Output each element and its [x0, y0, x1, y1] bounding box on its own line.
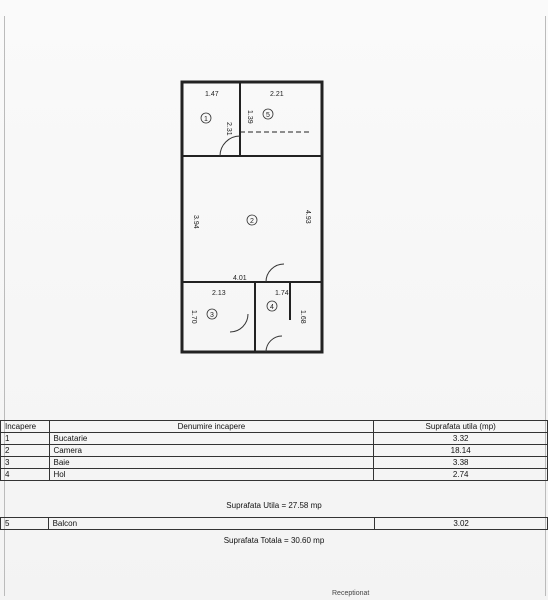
row-area: 3.38 [374, 457, 548, 469]
table-row [1, 445, 548, 457]
row-id: 4 [1, 469, 50, 481]
dim-3: 1.39 [246, 110, 253, 124]
footer-receptionat: Receptionat [332, 590, 370, 597]
room-label-3: 3 [210, 312, 214, 319]
room-label-5: 5 [266, 112, 270, 119]
row-area: 18.14 [374, 445, 548, 457]
dim-6: 4.93 [304, 210, 311, 224]
dim-5: 3.94 [192, 215, 199, 229]
floor-plan [160, 70, 340, 360]
door-bath [230, 314, 248, 332]
row-name: Baie [49, 457, 374, 469]
door-camera [266, 264, 284, 282]
row-name: Hol [49, 469, 374, 481]
balcon-area: 3.02 [375, 518, 548, 530]
table-header-row [1, 421, 548, 433]
balcon-table [0, 517, 548, 530]
header-incapere: Incapere [1, 421, 50, 433]
dim-2: 2.21 [270, 91, 284, 98]
dim-11: 1.68 [299, 310, 306, 324]
balcon-id: 5 [1, 518, 49, 530]
dim-10: 1.70 [190, 310, 197, 324]
row-id: 1 [1, 433, 50, 445]
table-row [1, 518, 548, 530]
row-name: Bucatarie [49, 433, 374, 445]
row-area: 3.32 [374, 433, 548, 445]
door-hall [266, 336, 282, 352]
table-row [1, 433, 548, 445]
rooms-table [0, 420, 548, 481]
door-kitchen [220, 136, 240, 156]
row-id: 3 [1, 457, 50, 469]
room-label-2: 2 [250, 218, 254, 225]
table-row [1, 457, 548, 469]
room-label-4: 4 [270, 304, 274, 311]
room-label-1: 1 [204, 116, 208, 123]
header-denumire: Denumire incapere [49, 421, 374, 433]
dim-7: 4.01 [233, 275, 247, 282]
table-row [1, 469, 548, 481]
row-area: 2.74 [374, 469, 548, 481]
balcon-name: Balcon [48, 518, 375, 530]
summary-utila: Suprafata Utila = 27.58 mp [226, 501, 322, 510]
row-id: 2 [1, 445, 50, 457]
header-suprafata: Suprafata utila (mp) [374, 421, 548, 433]
dim-1: 1.47 [205, 91, 219, 98]
dim-4: 2.31 [225, 122, 232, 136]
dim-9: 1.74 [275, 290, 289, 297]
row-name: Camera [49, 445, 374, 457]
summary-totala: Suprafata Totala = 30.60 mp [223, 536, 325, 545]
dim-8: 2.13 [212, 290, 226, 297]
